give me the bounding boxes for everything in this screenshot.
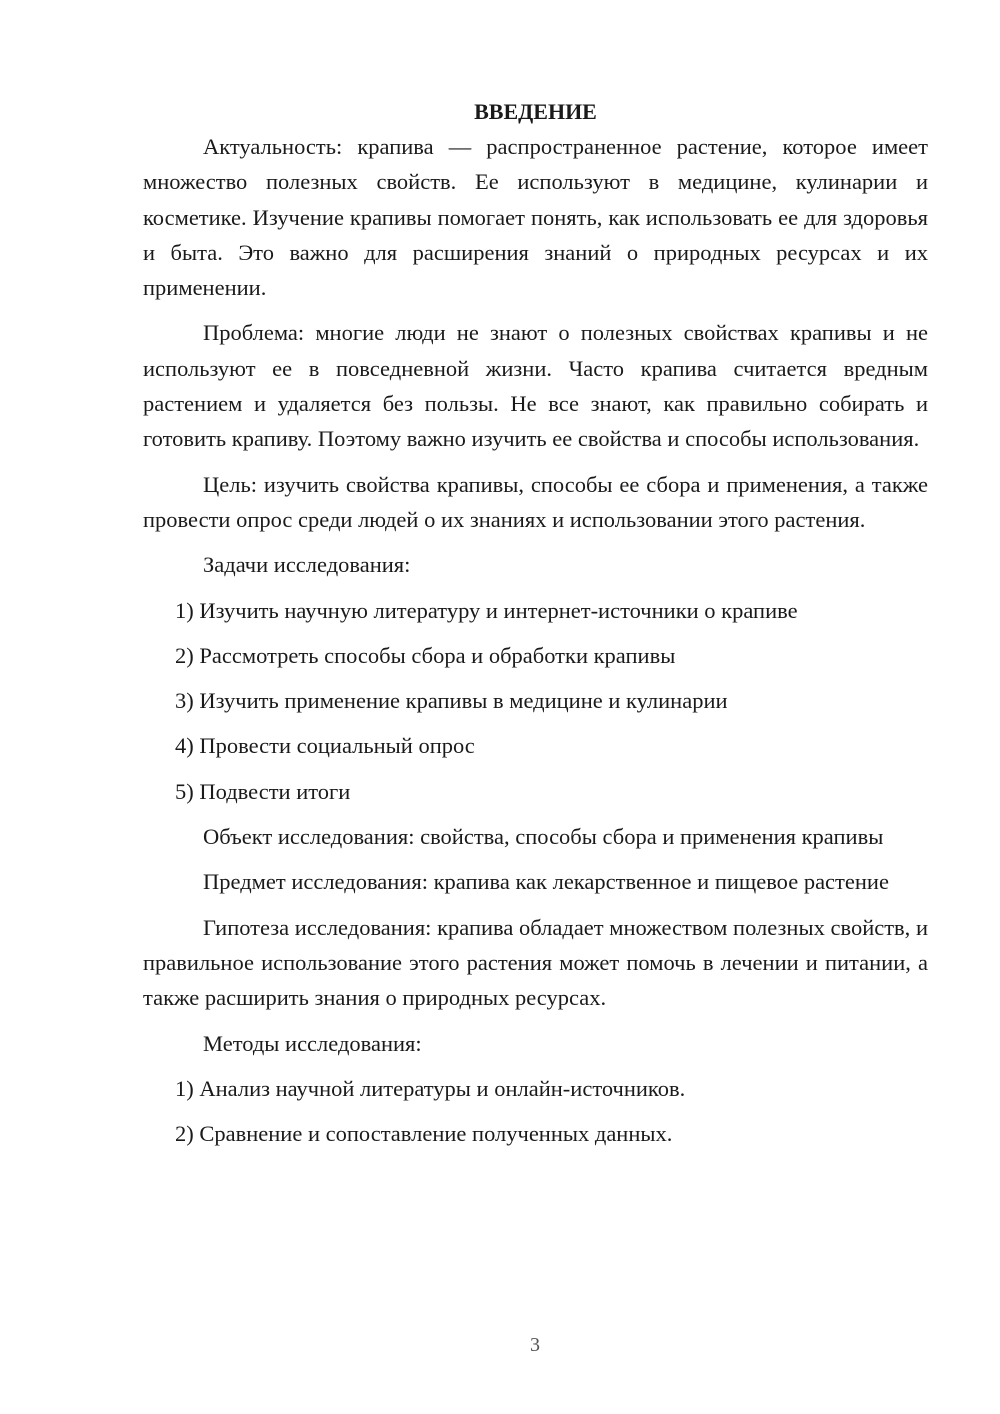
object-paragraph: Объект исследования: свойства, способы сбора и применения крапивы (203, 824, 884, 850)
subject-paragraph: Предмет исследования: крапива как лекарственное и пищевое растение (203, 869, 889, 895)
task-item: 1) Изучить научную литературу и интернет-источники о крапиве (175, 597, 798, 623)
task-item: 3) Изучить применение крапивы в медицине и кулинарии (175, 688, 728, 714)
method-item: 1) Анализ научной литературы и онлайн-источников. (175, 1075, 686, 1101)
page-number: 3 (530, 1334, 540, 1356)
task-item: 5) Подвести итоги (175, 778, 351, 804)
document-page (143, 94, 928, 1161)
section-title: ВВЕДЕНИЕ (474, 99, 597, 124)
task-item: 4) Провести социальный опрос (175, 733, 475, 759)
tasks-heading: Задачи исследования: (203, 552, 411, 578)
goal-paragraph: Цель: изучить свойства крапивы, способы ее сбора и применения, а также провести опрос среди людей о их знаниях и использовании этого растения. (143, 471, 928, 532)
methods-heading: Методы исследования: (203, 1030, 422, 1056)
task-item: 2) Рассмотреть способы сбора и обработки крапивы (175, 642, 676, 668)
problem-paragraph: Проблема: многие люди не знают о полезных свойствах крапивы и не используют ее в повседневной жизни. Часто крапива считается вредным растением и удаляется без пользы. Не все знают, как правильно собирать и готовить крапиву. Поэтому важно изучить ее свойства и способы использования. (143, 320, 928, 452)
hypothesis-paragraph: Гипотеза исследования: крапива обладает множеством полезных свойств, и правильное использование этого растения может помочь в лечении и питании, а также расширить знания о природных ресурсах. (143, 914, 928, 1011)
method-item: 2) Сравнение и сопоставление полученных данных. (175, 1121, 673, 1147)
relevance-paragraph: Актуальность: крапива — распространенное растение, которое имеет множество полезных свойств. Ее используют в медицине, кулинарии и косметике. Изучение крапивы помогает понять, как использовать ее для здоровья и быта. Это важно для расширения знаний о природных ресурсах и их применении. (143, 134, 928, 301)
